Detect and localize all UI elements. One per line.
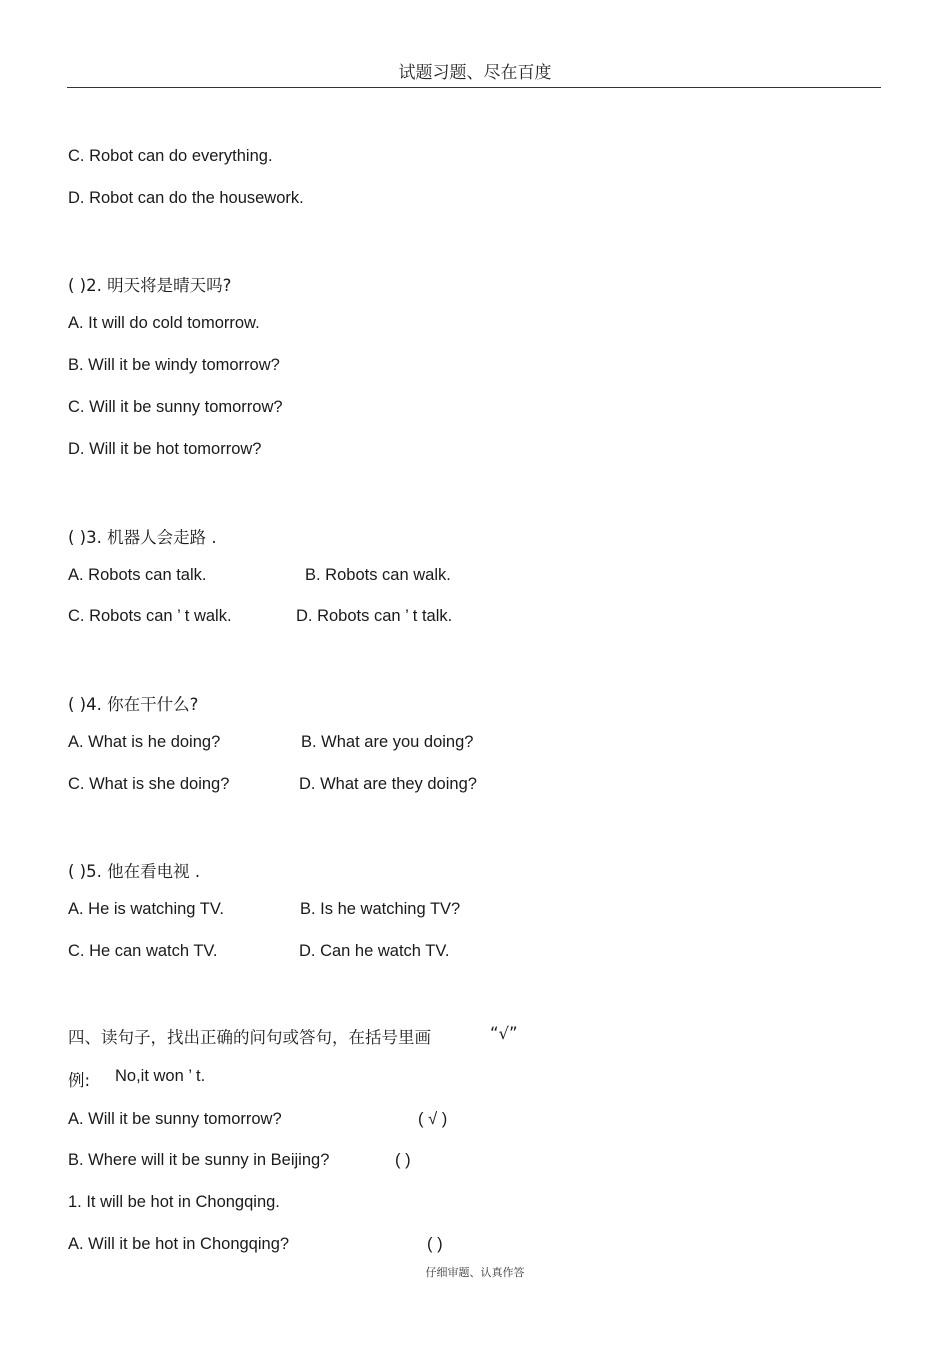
example-text: No,it won ’ t. xyxy=(115,1067,206,1085)
q4-option-a: A. What is he doing? xyxy=(68,733,221,751)
q4-option-d: D. What are they doing? xyxy=(299,775,477,793)
q3-option-c: C. Robots can ’ t walk. xyxy=(68,607,232,625)
item1-statement: 1. It will be hot in Chongqing. xyxy=(68,1193,280,1211)
header-divider xyxy=(67,87,881,88)
q5-stem: ( )5. 他在看电视 . xyxy=(68,862,201,881)
q2-option-a: A. It will do cold tomorrow. xyxy=(68,314,260,332)
page-footer-text: 仔细审题、认真作答 xyxy=(425,1266,525,1279)
q4-stem: ( )4. 你在干什么? xyxy=(68,695,199,714)
section4-title: 四、读句子，找出正确的问句或答句，在括号里画 xyxy=(68,1028,431,1047)
q5-option-d: D. Can he watch TV. xyxy=(299,942,450,960)
example-option-b-answer: ( ) xyxy=(395,1151,411,1169)
q5-option-b: B. Is he watching TV? xyxy=(300,900,461,918)
q2-option-d: D. Will it be hot tomorrow? xyxy=(68,440,262,458)
q4-option-c: C. What is she doing? xyxy=(68,775,230,793)
q3-stem: ( )3. 机器人会走路 . xyxy=(68,528,217,547)
q1-option-d: D. Robot can do the housework. xyxy=(68,189,304,207)
q1-option-c: C. Robot can do everything. xyxy=(68,147,273,165)
q5-option-c: C. He can watch TV. xyxy=(68,942,218,960)
q3-option-a: A. Robots can talk. xyxy=(68,566,207,584)
example-option-a: A. Will it be sunny tomorrow? xyxy=(68,1110,282,1128)
example-label: 例: xyxy=(68,1071,91,1090)
q2-option-b: B. Will it be windy tomorrow? xyxy=(68,356,280,374)
item1-option-a: A. Will it be hot in Chongqing? xyxy=(68,1235,290,1253)
q2-stem: ( )2. 明天将是晴天吗? xyxy=(68,276,232,295)
page-header-title: 试题习题、尽在百度 xyxy=(398,63,552,83)
q5-option-a: A. He is watching TV. xyxy=(68,900,224,918)
q3-option-d: D. Robots can ’ t talk. xyxy=(296,607,453,625)
section4-checkmark: “√” xyxy=(490,1024,518,1043)
q4-option-b: B. What are you doing? xyxy=(301,733,474,751)
q3-option-b: B. Robots can walk. xyxy=(305,566,451,584)
q2-option-c: C. Will it be sunny tomorrow? xyxy=(68,398,283,416)
item1-option-a-answer: ( ) xyxy=(427,1235,443,1253)
example-option-a-answer: ( √ ) xyxy=(418,1110,448,1128)
example-option-b: B. Where will it be sunny in Beijing? xyxy=(68,1151,330,1169)
